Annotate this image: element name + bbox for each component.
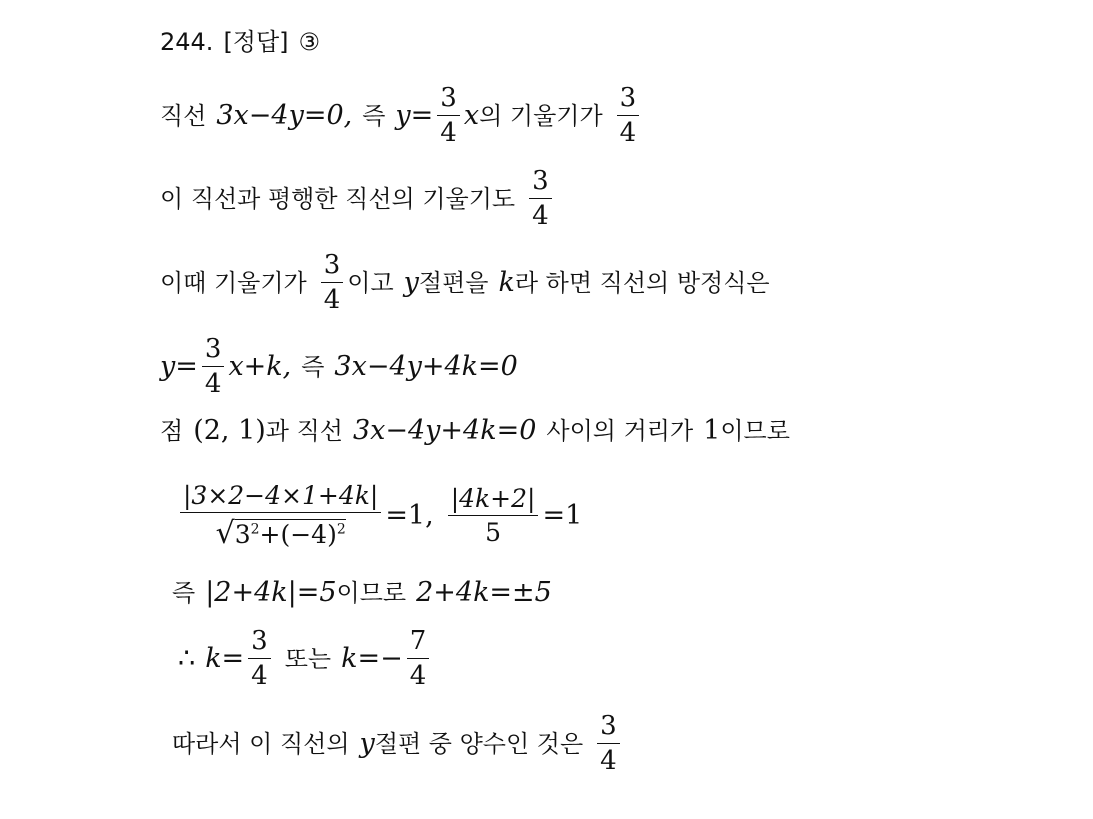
equation: x+k, xyxy=(228,351,292,382)
fraction xyxy=(202,336,225,397)
solution-line-1 xyxy=(160,85,643,146)
text: 의 기울기가 xyxy=(479,101,603,130)
equation: 3x−4y+4k=0 xyxy=(334,351,518,382)
fraction xyxy=(597,713,620,774)
equation: k= xyxy=(205,643,245,674)
equation: =1, xyxy=(385,499,434,531)
solution-line-9 xyxy=(172,713,624,774)
solution-line-3 xyxy=(160,252,770,313)
equation: 3x−4y=0, xyxy=(216,100,353,131)
equation: 2+4k=±5 xyxy=(416,577,552,608)
numerator: 3 xyxy=(437,85,460,116)
text: 이므로 xyxy=(336,578,407,607)
text: 라 하면 직선의 방정식은 xyxy=(514,268,770,297)
denominator: 4 xyxy=(251,661,268,691)
text: 직선 xyxy=(160,101,207,130)
numerator: 3 xyxy=(617,85,640,116)
exponent: 2 xyxy=(336,521,346,538)
fraction xyxy=(617,85,640,146)
text: 과 직선 xyxy=(265,416,343,445)
variable: y xyxy=(403,267,419,298)
variable: k xyxy=(498,267,515,298)
denominator: 4 xyxy=(409,661,427,691)
fraction xyxy=(321,252,344,313)
fraction xyxy=(248,628,271,689)
numerator: 3 xyxy=(321,252,344,283)
solution-line-8 xyxy=(178,628,433,689)
square-root xyxy=(215,516,346,551)
problem-number: 244. xyxy=(160,28,214,56)
fraction xyxy=(529,168,552,229)
term: +(−4) xyxy=(259,520,337,549)
text: 즉 xyxy=(301,352,325,381)
exponent: 2 xyxy=(250,521,260,538)
equation: 3x−4y+4k=0 xyxy=(352,415,537,446)
text: 따라서 이 직선의 xyxy=(172,729,350,758)
denominator: 4 xyxy=(619,118,637,148)
denominator xyxy=(213,513,349,551)
numerator: |3×2−4×1+4k| xyxy=(180,483,381,513)
text: 즉 xyxy=(172,578,196,607)
numerator: 3 xyxy=(202,336,225,367)
denominator: 4 xyxy=(600,746,617,776)
denominator: 4 xyxy=(440,118,457,148)
therefore-icon: ∴ xyxy=(178,643,196,674)
text: 점 xyxy=(160,416,184,445)
text: 또는 xyxy=(284,644,332,673)
fraction xyxy=(448,483,539,547)
radicand xyxy=(235,519,346,547)
solution-line-5 xyxy=(160,417,790,444)
fraction xyxy=(437,85,460,146)
equation: |2+4k|=5 xyxy=(205,577,337,608)
fraction xyxy=(407,628,430,689)
numerator: 7 xyxy=(407,628,430,659)
text: 즉 xyxy=(362,101,386,130)
denominator: 4 xyxy=(323,285,341,315)
equation: y= xyxy=(395,100,434,131)
solution-line-7 xyxy=(172,579,552,606)
point: (2, 1) xyxy=(193,415,266,446)
base: 3 xyxy=(234,520,251,549)
text: 이고 xyxy=(347,268,394,297)
distance-fraction xyxy=(180,481,381,551)
text: 사이의 거리가 xyxy=(546,416,694,445)
problem-header xyxy=(160,30,320,54)
text: 절편을 xyxy=(418,268,489,297)
text: 이므로 xyxy=(720,416,790,445)
solution-line-2 xyxy=(160,168,556,229)
numerator: |4k+2| xyxy=(448,486,539,516)
text: 이때 기울기가 xyxy=(160,268,307,297)
variable: x xyxy=(463,100,480,131)
denominator: 4 xyxy=(204,369,222,399)
text: 이 직선과 평행한 직선의 기울기도 xyxy=(160,184,516,213)
number: 1 xyxy=(703,415,721,446)
equation: k=− xyxy=(341,643,403,674)
numerator: 3 xyxy=(529,168,552,199)
numerator: 3 xyxy=(597,713,620,744)
solution-line-4 xyxy=(160,336,518,397)
answer-label: [정답] xyxy=(223,28,289,56)
denominator: 4 xyxy=(532,201,549,231)
equation: y= xyxy=(160,351,198,382)
text: 절편 중 양수인 것은 xyxy=(374,729,584,758)
radical-icon: √ xyxy=(215,516,235,551)
variable: y xyxy=(359,728,375,759)
solution-line-6 xyxy=(176,481,583,551)
equation: =1 xyxy=(542,499,583,531)
denominator: 5 xyxy=(485,517,502,547)
answer-value: ③ xyxy=(298,28,321,56)
numerator: 3 xyxy=(248,628,271,659)
